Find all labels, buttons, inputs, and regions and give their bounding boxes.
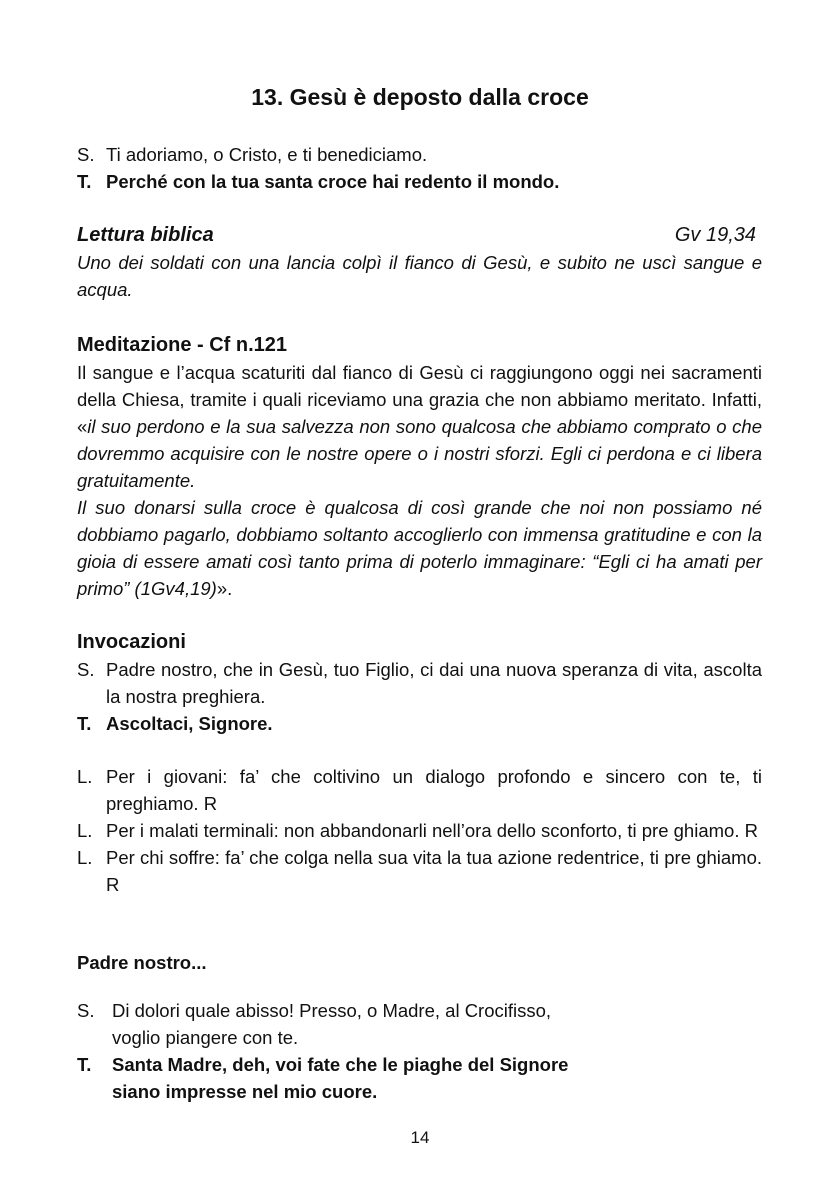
speaker-label: S. [77,144,95,165]
invocations-section [77,629,762,737]
meditation-quote-2: Il suo donarsi sulla croce è qualcosa di così grande che noi non possiamo né dobbiamo pagarlo, dobbiamo soltanto accoglierlo con immensa gratitudine e con la gioia di essere amati così tanto prima di poterlo immaginare: “Egli ci ha amati per primo” (1Gv4,19) [77,497,762,599]
intention-text: Per chi soffre: fa’ che colga nella sua vita la tua azione redentrice, ti pre ghiamo. R [106,847,762,895]
reading-heading: Lettura biblica [77,224,214,246]
padre-nostro: Padre nostro... [77,952,207,973]
stabat-t-line-2: siano impresse nel mio cuore. [112,1081,378,1102]
speaker-label: L. [77,847,93,868]
invocation-s-line [77,656,762,710]
intention-item [77,844,762,898]
intention-text: Per i giovani: fa’ che coltivino un dialogo profondo e sincero con te, ti preghiamo. R [106,766,762,814]
stabat-t-verse [112,1051,568,1105]
meditation-closing: ». [216,578,233,599]
reading-text: Uno dei soldati con una lancia colpì il fianco di Gesù, e subito ne uscì sangue e acqua. [77,252,762,300]
opening-t-text: Perché con la tua santa croce hai redento il mondo. [106,171,560,192]
invocations-heading: Invocazioni [77,631,186,653]
stabat-t-line [77,1051,762,1105]
meditation-quote-1: il suo perdono e la sua salvezza non sono qualcosa che abbiamo comprato o che dovremmo acquisire con le nostre opere o i nostri sforzi. Egli ci perdona e ci libera gratuitamente. [77,416,762,491]
page-number: 14 [410,1128,430,1147]
stabat-section [77,997,762,1105]
meditation-paragraph [77,359,762,494]
intention-item [77,763,762,817]
opening-responses [77,141,762,195]
invocation-t-text: Ascoltaci, Signore. [106,713,273,734]
invocation-t-line [77,710,762,737]
intention-item [77,817,762,844]
speaker-label: T. [77,1054,92,1075]
meditation-heading: Meditazione - Cf n.121 [77,334,288,356]
meditation-section [77,332,762,602]
meditation-paragraph-2 [77,494,762,602]
invocation-s-text: Padre nostro, che in Gesù, tuo Figlio, ci dai una nuova speranza di vita, ascolta la nostra preghiera. [106,659,762,707]
speaker-label: S. [77,659,95,680]
opening-s-line [77,141,762,168]
speaker-label: L. [77,766,93,787]
stabat-s-verse [112,997,551,1051]
intention-text: Per i malati terminali: non abbandonarli nell’ora dello sconforto, ti pre ghiamo. R [106,820,758,841]
intentions-list [77,763,762,898]
reading-section [77,222,762,303]
opening-s-text: Ti adoriamo, o Cristo, e ti benediciamo. [106,144,428,165]
opening-t-line [77,168,762,195]
meditation-intro: Il sangue e l’acqua scaturiti dal fianco di Gesù ci raggiungono oggi nei sacramenti della Chiesa, tramite i quali riceviamo una grazia che non abbiamo meritato. Infatti, « [77,362,762,437]
speaker-label: L. [77,820,93,841]
reading-reference: Gv 19,34 [674,224,756,246]
speaker-label: S. [77,1000,95,1021]
station-title: 13. Gesù è deposto dalla croce [251,84,589,110]
stabat-t-line-1: Santa Madre, deh, voi fate che le piaghe del Signore [112,1054,569,1075]
stabat-s-line-1: Di dolori quale abisso! Presso, o Madre, al Crocifisso, [112,1000,552,1021]
stabat-s-line [77,997,762,1051]
speaker-label: T. [77,171,92,192]
reading-header [77,222,762,249]
stabat-s-line-2: voglio piangere con te. [112,1027,299,1048]
speaker-label: T. [77,713,92,734]
